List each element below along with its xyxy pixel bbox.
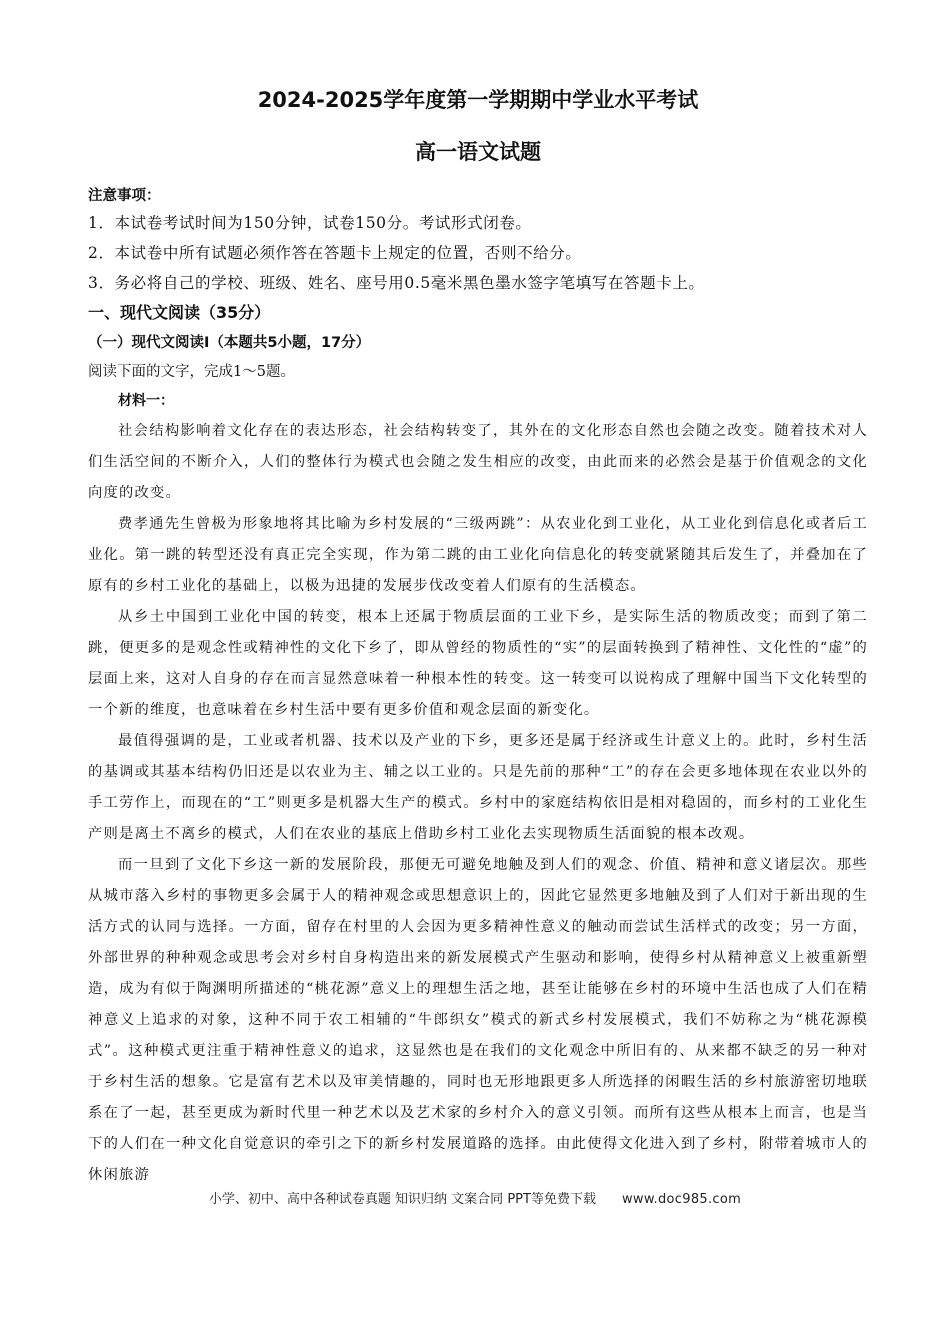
notice-item-2: 2．本试卷中所有试题必须作答在答题卡上规定的位置，否则不给分。 (88, 244, 582, 262)
notice-item-1: 1．本试卷考试时间为150分钟，试卷150分。考试形式闭卷。 (88, 214, 532, 232)
material-label: 材料一： (118, 393, 174, 409)
material-paragraph-5: 而一旦到了文化下乡这一新的发展阶段，那便无可避免地触及到人们的观念、价值、精神和意义诸层次。那些从城市落入乡村的事物更多会属于人的精神观念或思想意识上的，因此它显然更多地触及到了人们对于新出现的生活方式的认同与选择。一方面，留存在村里的人会因为更多精神性意义的触动而尝试生活样式的改变；另一方面，外部世界的种种观念或思考会对乡村自身构造出来的新发展模式产生驱动和影响，使得乡村从精神意义上被重新塑造，成为有似于陶渊明所描述的“桃花源”意义上的理想生活之地，甚至让能够在乡村的环境中生活也成了人们在精神意义上追求的对象，这种不同于农工相辅的“牛郎织女”模式的新式乡村发展模式，我们不妨称之为“桃花源模式”。这种模式更注重于精神性意义的追求，这显然也是在我们的文化观念中所旧有的、从来都不缺乏的另一种对于乡村生活的想象。它是富有艺术以及审美情趣的，同时也无形地跟更多人所选择的闲暇生活的乡村旅游密切地联系在了一起，甚至更成为新时代里一种艺术以及艺术家的乡村介入的意义引领。而所有这些从根本上而言，也是当下的人们在一种文化自觉意识的牵引之下的新乡村发展道路的选择。由此使得文化进入到了乡村，附带着城市人的休闲旅游 (88, 857, 868, 1183)
footer-text: 小学、初中、高中各种试卷真题 知识归纳 文案合同 PPT等免费下载 (208, 1192, 596, 1207)
footer-url[interactable]: www.doc985.com (621, 1192, 742, 1207)
notice-heading: 注意事项： (88, 188, 161, 204)
exam-subtitle: 高一语文试题 (415, 140, 541, 164)
notice-item-3: 3．务必将自己的学校、班级、姓名、座号用0.5毫米黑色墨水签字笔填写在答题卡上。 (88, 274, 705, 292)
section-heading: 一、现代文阅读（35分） (88, 303, 271, 322)
exam-page (88, 80, 868, 1191)
exam-title: 2024-2025学年度第一学期期中学业水平考试 (257, 88, 699, 112)
material-paragraph-1: 社会结构影响着文化存在的表达形态，社会结构转变了，其外在的文化形态自然也会随之改变。随着技术对人们生活空间的不断介入，人们的整体行为模式也会随之发生相应的改变，由此而来的必然会是基于价值观念的文化向度的改变。 (88, 423, 868, 501)
page-footer (0, 1188, 950, 1212)
material-paragraph-2: 费孝通先生曾极为形象地将其比喻为乡村发展的“三级两跳”：从农业化到工业化，从工业化到信息化或者后工业化。第一跳的转型还没有真正完全实现，作为第二跳的由工业化向信息化的转变就紧随其后发生了，并叠加在了原有的乡村工业化的基础上，以极为迅捷的发展步伐改变着人们原有的生活模态。 (88, 516, 868, 594)
subsection-heading: （一）现代文阅读Ⅰ（本题共5小题，17分） (88, 335, 371, 351)
material-paragraph-4: 最值得强调的是，工业或者机器、技术以及产业的下乡，更多还是属于经济或生计意义上的。此时，乡村生活的基调或其基本结构仍旧还是以农业为主、辅之以工业的。只是先前的那种“工”的存在会更多地体现在农业以外的手工劳作上，而现在的“工”则更多是机器大生产的模式。乡村中的家庭结构依旧是相对稳固的，而乡村的工业化生产则是离土不离乡的模式，人们在农业的基底上借助乡村工业化去实现物质生活面貌的根本改观。 (88, 733, 868, 842)
material-paragraph-3: 从乡土中国到工业化中国的转变，根本上还属于物质层面的工业下乡，是实际生活的物质改变；而到了第二跳，便更多的是观念性或精神性的文化下乡了，即从曾经的物质性的“实”的层面转换到了精神性、文化性的“虚”的层面上来，这对人自身的存在而言显然意味着一种根本性的转变。这一转变可以说构成了理解中国当下文化转型的一个新的维度，也意味着在乡村生活中要有更多价值和观念层面的新变化。 (88, 609, 868, 718)
reading-instruction: 阅读下面的文字，完成1～5题。 (88, 364, 295, 380)
